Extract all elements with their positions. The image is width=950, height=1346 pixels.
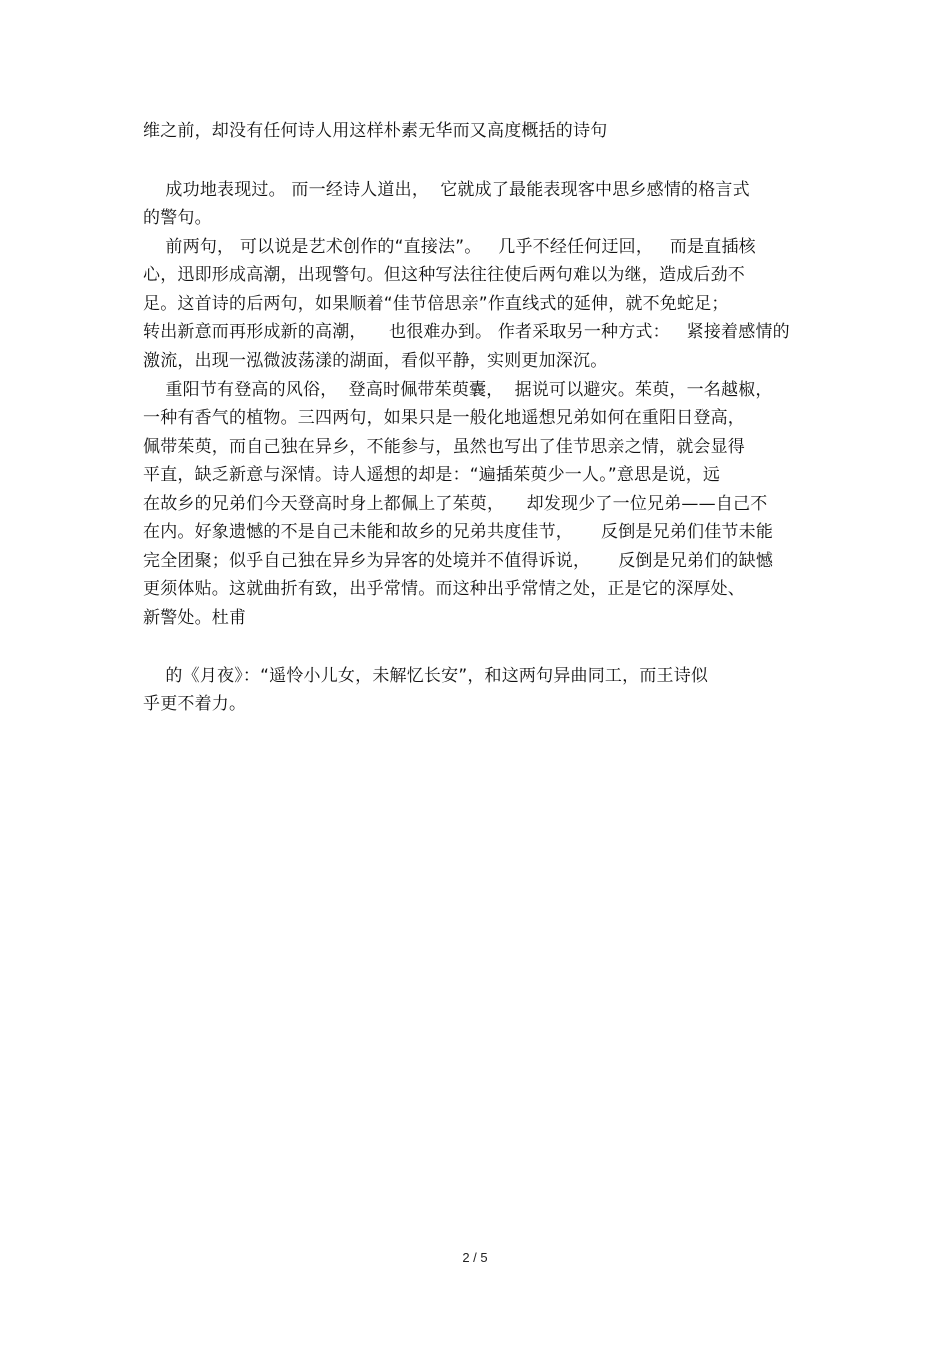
text-line: 完全团聚；似乎自己独在异乡为异客的处境并不值得诉说， 反倒是兄弟们的缺憾 (143, 551, 774, 571)
text-line: 重阳节有登高的风俗， 登高时佩带茱萸囊， 据说可以避灾。茱萸，一名越椒， (143, 380, 773, 400)
text-line: 成功地表现过。 而一经诗人道出， 它就成了最能表现客中思乡感情的格言式 (143, 180, 750, 200)
text-line: 一种有香气的植物。三四两句，如果只是一般化地遥想兄弟如何在重阳日登高， (143, 408, 745, 428)
text-line: 转出新意而再形成新的高潮， 也很难办到。 作者采取另一种方式： 紧接着感情的 (143, 322, 790, 342)
text-line: 前两句， 可以说是艺术创作的“直接法”。 几乎不经任何迂回， 而是直插核 (143, 237, 756, 257)
text-line: 激流，出现一泓微波荡漾的湖面，看似平静，实则更加深沉。 (143, 351, 608, 371)
text-line: 的《月夜》：“遥怜小儿女，未解忆长安”，和这两句异曲同工，而王诗似 (143, 666, 709, 686)
text-line: 足。这首诗的后两句，如果顺着“佳节倍思亲”作直线式的延伸，就不免蛇足； (143, 294, 729, 314)
text-line: 心，迅即形成高潮，出现警句。但这种写法往往使后两句难以为继，造成后劲不 (143, 265, 745, 285)
page-number: 2 / 5 (462, 1250, 488, 1265)
text-line: 在内。好象遗憾的不是自己未能和故乡的兄弟共度佳节， 反倒是兄弟们佳节未能 (143, 522, 774, 542)
text-line: 维之前，却没有任何诗人用这样朴素无华而又高度概括的诗句 (143, 121, 608, 141)
text-line: 平直，缺乏新意与深情。诗人遥想的却是：“遍插茱萸少一人。”意思是说，远 (143, 465, 721, 485)
text-line: 在故乡的兄弟们今天登高时身上都佩上了茱萸， 却发现少了一位兄弟——自己不 (143, 494, 768, 514)
text-line: 佩带茱萸，而自己独在异乡，不能参与，虽然也写出了佳节思亲之情，就会显得 (143, 437, 745, 457)
text-line: 乎更不着力。 (143, 694, 247, 714)
text-line: 的警句。 (143, 208, 212, 228)
text-line: 新警处。杜甫 (143, 608, 247, 628)
text-line: 更须体贴。这就曲折有致，出乎常情。而这种出乎常情之处，正是它的深厚处、 (143, 579, 745, 599)
